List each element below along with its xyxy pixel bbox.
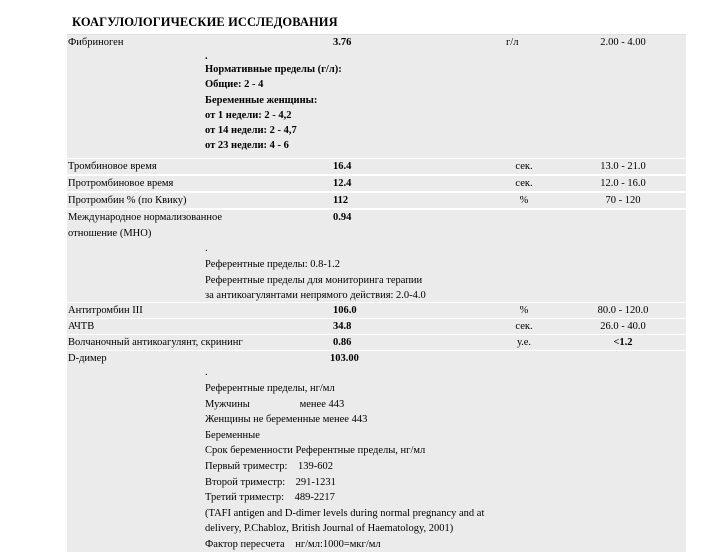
note-line: за антикоагулянтами непрямого действия: 2.0-4.0 xyxy=(205,290,426,302)
test-unit: % xyxy=(519,305,529,316)
test-name: Антитромбин III xyxy=(68,305,143,316)
note-line: от 23 недели: 4 - 6 xyxy=(205,140,289,152)
result-row-fibrinogen xyxy=(67,34,686,158)
note-line: Нормативные пределы (г/л): xyxy=(205,64,342,75)
test-reference-range: <1.2 xyxy=(613,337,633,348)
test-value: 106.0 xyxy=(333,305,357,316)
note-line: Второй триместр: 291-1231 xyxy=(205,476,336,488)
test-value: 0.86 xyxy=(333,337,352,348)
test-value: 103.00 xyxy=(330,353,359,364)
result-row-prothrombin-quick xyxy=(67,193,686,208)
note-line: Беременные женщины: xyxy=(205,94,318,106)
test-name: Протромбин % (по Квику) xyxy=(68,195,187,206)
test-value: 16.4 xyxy=(333,161,352,172)
note-line: от 14 недели: 2 - 4,7 xyxy=(205,125,297,137)
note-line: Третий триместр: 489-2217 xyxy=(205,492,335,504)
note-line: Срок беременности Референтные пределы, нг/мл xyxy=(205,445,426,457)
test-reference-range: 80.0 - 120.0 xyxy=(597,305,649,316)
test-unit: г/л xyxy=(506,37,519,48)
test-name: Фибриноген xyxy=(68,37,124,48)
test-reference-range: 70 - 120 xyxy=(605,195,641,206)
note-line: Общие: 2 - 4 xyxy=(205,79,264,91)
test-name: Международное нормализованное отношение (МНО) xyxy=(68,212,223,239)
test-value: 0.94 xyxy=(333,212,352,223)
test-note xyxy=(205,244,426,304)
note-line: . xyxy=(205,243,208,254)
note-line: Референтные пределы, нг/мл xyxy=(205,383,335,394)
test-reference-range: 2.00 - 4.00 xyxy=(600,37,646,48)
test-reference-range: 12.0 - 16.0 xyxy=(600,178,646,189)
test-value: 12.4 xyxy=(333,178,352,189)
note-line: (TAFI antigen and D-dimer levels during normal pregnancy and at xyxy=(205,507,485,519)
test-name: Протромбиновое время xyxy=(68,178,174,189)
note-line: . xyxy=(205,51,208,62)
note-line: . xyxy=(205,367,208,378)
test-name: Тромбиновое время xyxy=(68,161,157,172)
test-value: 3.76 xyxy=(333,37,352,48)
note-line: от 1 недели: 2 - 4,2 xyxy=(205,109,292,121)
result-row-d-dimer xyxy=(67,351,686,552)
test-note xyxy=(205,368,484,553)
test-name: АЧТВ xyxy=(68,321,95,332)
test-note xyxy=(205,52,342,154)
test-value: 34.8 xyxy=(333,321,352,332)
test-unit: сек. xyxy=(515,161,533,172)
section-title: КОАГУЛОЛОГИЧЕСКИЕ ИССЛЕДОВАНИЯ xyxy=(72,15,338,29)
result-row-inr xyxy=(67,210,686,302)
result-row-aptt xyxy=(67,319,686,334)
test-value: 112 xyxy=(333,195,349,206)
result-row-lupus-anticoagulant xyxy=(67,335,686,350)
test-unit: % xyxy=(519,195,529,206)
note-line: Фактор пересчета нг/мл:1000=мкг/мл xyxy=(205,538,381,550)
test-reference-range: 13.0 - 21.0 xyxy=(600,161,646,172)
note-line: Референтные пределы: 0.8-1.2 xyxy=(205,259,341,270)
test-unit: сек. xyxy=(515,321,533,332)
test-reference-range: 26.0 - 40.0 xyxy=(600,321,646,332)
result-row-antithrombin xyxy=(67,303,686,318)
result-row-prothrombin-time xyxy=(67,176,686,191)
test-unit: у.е. xyxy=(516,337,532,348)
note-line: Женщины не беременные менее 443 xyxy=(205,414,368,426)
test-name: D-димер xyxy=(68,353,107,364)
note-line: delivery, P.Chabloz, British Journal of Haematology, 2001) xyxy=(205,523,454,535)
note-line: Первый триместр: 139-602 xyxy=(205,460,333,472)
test-name: Волчаночный антикоагулянт, скрининг xyxy=(68,337,243,348)
note-line: Мужчины менее 443 xyxy=(205,398,345,410)
note-line: Беременные xyxy=(205,429,260,441)
note-line: Референтные пределы для мониторинга терапии xyxy=(205,274,423,286)
test-unit: сек. xyxy=(515,178,533,189)
result-row-thrombin-time xyxy=(67,159,686,174)
